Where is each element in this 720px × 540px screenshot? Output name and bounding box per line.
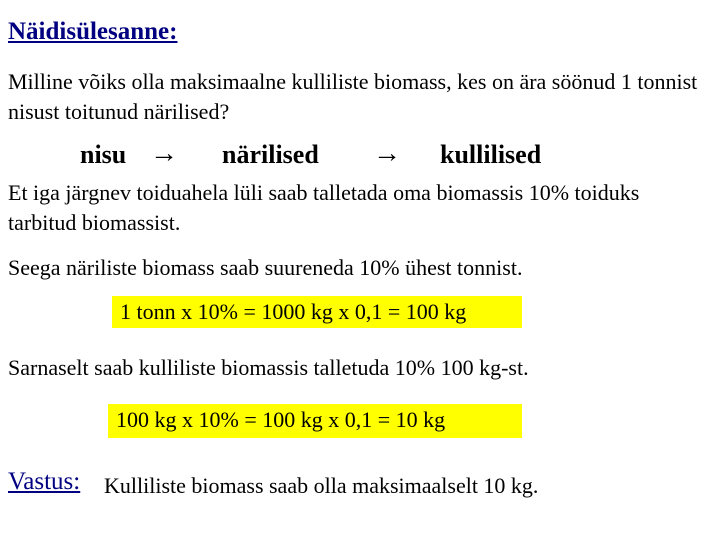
step2-text: Sarnaselt saab kulliliste biomassis talletuda 10% 100 kg-st. (8, 355, 529, 380)
chain-item-wheat: nisu (80, 140, 127, 169)
answer-label: Vastus: (8, 468, 81, 495)
right-arrow-icon: → (150, 138, 178, 169)
answer-text: Kulliliste biomass saab olla maksimaalselt 10 kg. (104, 473, 539, 498)
chain-item-hawks: kullilised (440, 140, 542, 169)
step2-formula-box (108, 404, 522, 438)
step1-text: Seega näriliste biomass saab suureneda 10% ühest tonnist. (8, 255, 523, 280)
chain-item-rodents: närilised (222, 140, 319, 169)
step1-formula: 1 tonn x 10% = 1000 kg x 0,1 = 100 kg (120, 299, 467, 324)
step1-formula-box (112, 296, 522, 328)
rule-text: Et iga järgnev toiduahela lüli saab talletada oma biomassis 10% toiduks tarbitud biomassist. (8, 180, 640, 235)
step2-formula: 100 kg x 10% = 100 kg x 0,1 = 10 kg (116, 407, 446, 432)
question-text: Milline võiks olla maksimaalne kulliliste biomass, kes on ära söönud 1 tonnist nisust toitunud närilised? (8, 69, 698, 124)
right-arrow-icon: → (373, 138, 401, 169)
slide-title: Näidisülesanne: (8, 18, 178, 45)
